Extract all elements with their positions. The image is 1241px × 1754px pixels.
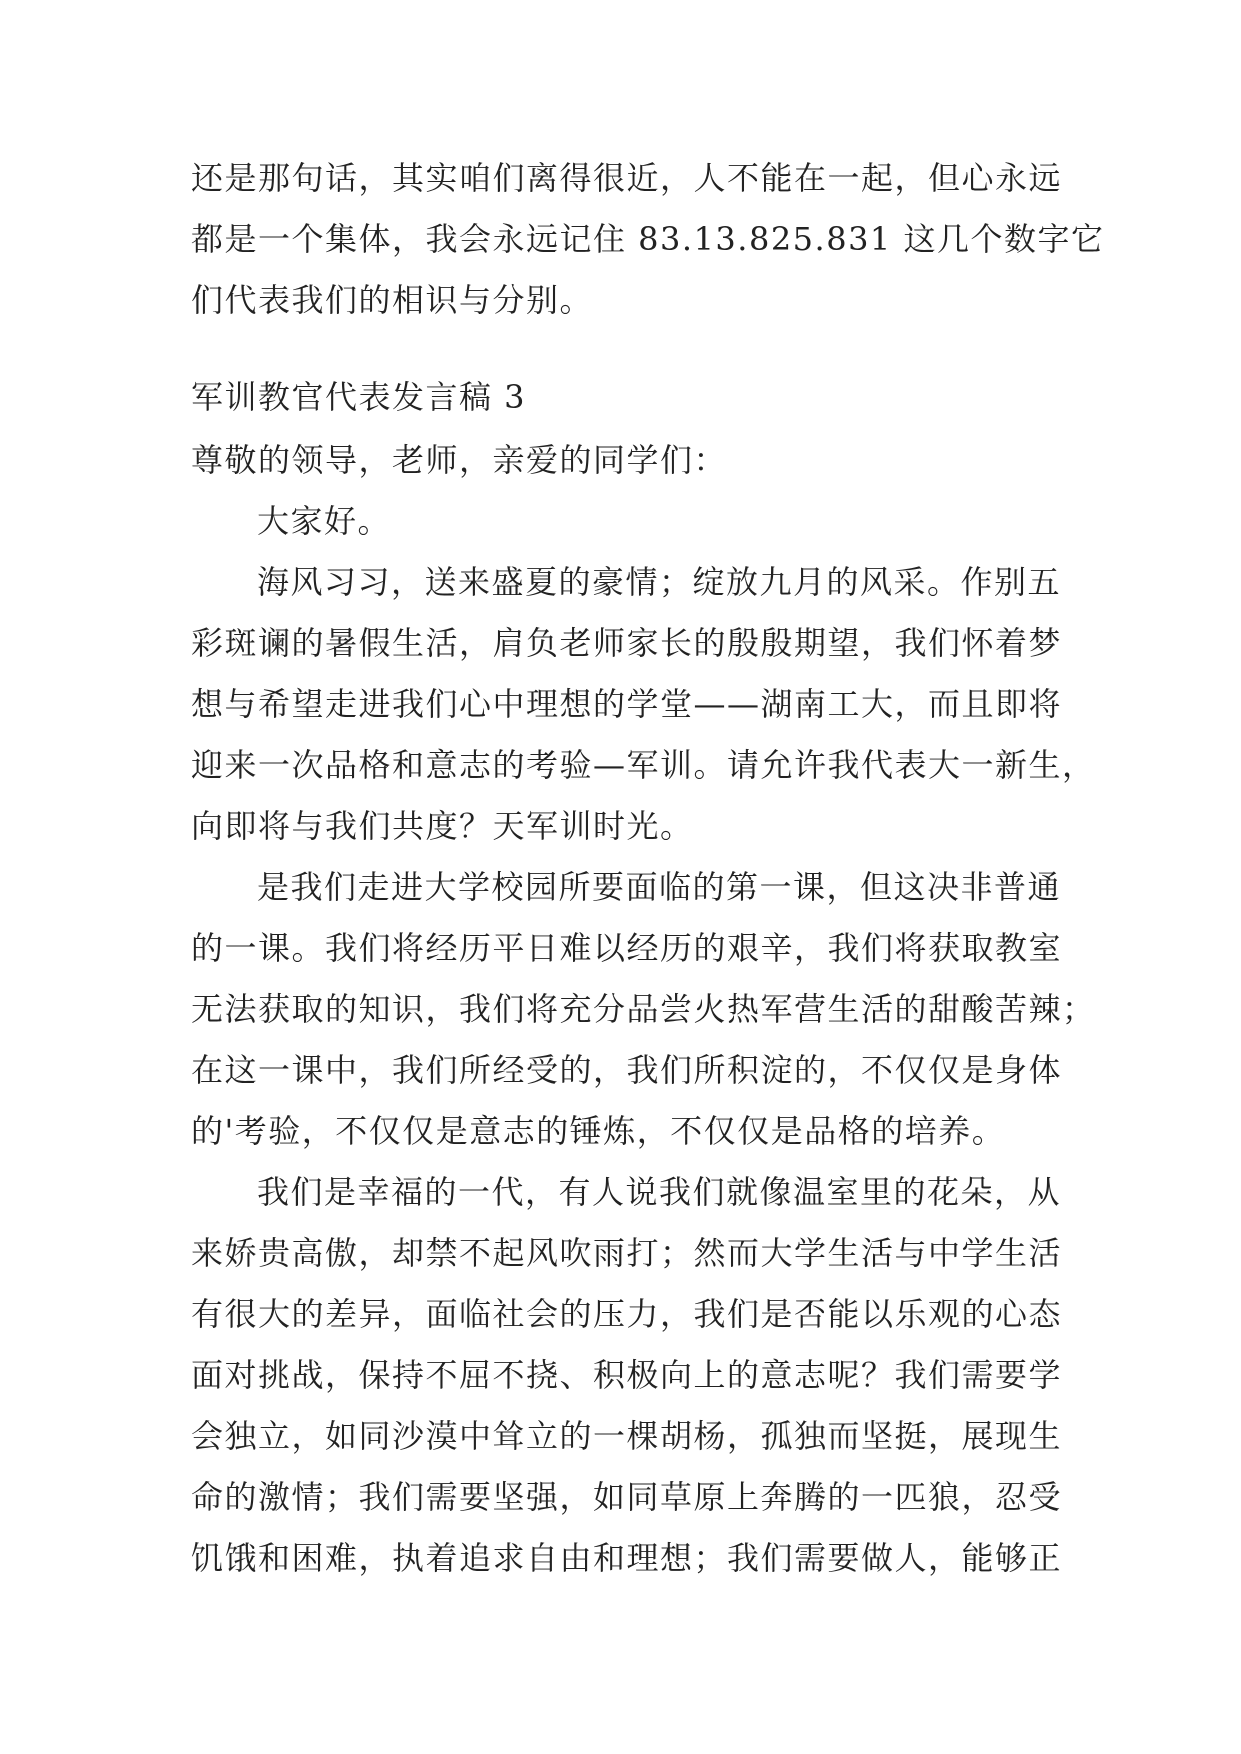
- text-line: 的'考验，不仅仅是意志的锤炼，不仅仅是品格的培养。: [191, 1112, 1006, 1150]
- paragraph-intro: [191, 562, 1096, 846]
- greeting: 大家好。: [257, 502, 392, 540]
- section-title: 军训教官代表发言稿 3: [191, 378, 527, 416]
- paragraph-closing: [191, 158, 1105, 320]
- paragraph-first-lesson: [191, 867, 1096, 1151]
- text-line: 向即将与我们共度？天军训时光。: [191, 807, 694, 845]
- text-line: 面对挑战，保持不屈不挠、积极向上的意志呢？我们需要学: [191, 1356, 1063, 1394]
- text-line: 海风习习，送来盛夏的豪情；绽放九月的风采。作别五: [257, 563, 1062, 601]
- text-line: 来娇贵高傲，却禁不起风吹雨打；然而大学生活与中学生活: [191, 1234, 1063, 1272]
- text-line: 我们是幸福的一代，有人说我们就像温室里的花朵，从: [257, 1173, 1062, 1211]
- paragraph-generation: [191, 1172, 1063, 1578]
- text-line: 饥饿和困难，执着追求自由和理想；我们需要做人，能够正: [191, 1539, 1063, 1577]
- text-line: 想与希望走进我们心中理想的学堂——湖南工大，而且即将: [191, 685, 1063, 723]
- text-line: 迎来一次品格和意志的考验—军训。请允许我代表大一新生，: [191, 746, 1096, 784]
- text-line: 彩斑谰的暑假生活，肩负老师家长的殷殷期望，我们怀着梦: [191, 624, 1063, 662]
- text-line: 在这一课中，我们所经受的，我们所积淀的，不仅仅是身体: [191, 1051, 1063, 1089]
- text-line: 还是那句话，其实咱们离得很近，人不能在一起，但心永远: [191, 159, 1063, 197]
- text-line: 无法获取的知识，我们将充分品尝火热军营生活的甜酸苦辣；: [191, 990, 1096, 1028]
- text-line: 都是一个集体，我会永远记住 83.13.825.831 这几个数字它: [191, 220, 1105, 258]
- text-line: 命的激情；我们需要坚强，如同草原上奔腾的一匹狼，忍受: [191, 1478, 1063, 1516]
- text-line: 会独立，如同沙漠中耸立的一棵胡杨，孤独而坚挺，展现生: [191, 1417, 1063, 1455]
- document-page: [191, 158, 1105, 1578]
- text-line: 是我们走进大学校园所要面临的第一课，但这决非普通: [257, 868, 1062, 906]
- text-line: 有很大的差异，面临社会的压力，我们是否能以乐观的心态: [191, 1295, 1063, 1333]
- text-line: 们代表我们的相识与分别。: [191, 281, 594, 319]
- salutation: 尊敬的领导，老师，亲爱的同学们：: [191, 441, 728, 479]
- text-line: 的一课。我们将经历平日难以经历的艰辛，我们将获取教室: [191, 929, 1063, 967]
